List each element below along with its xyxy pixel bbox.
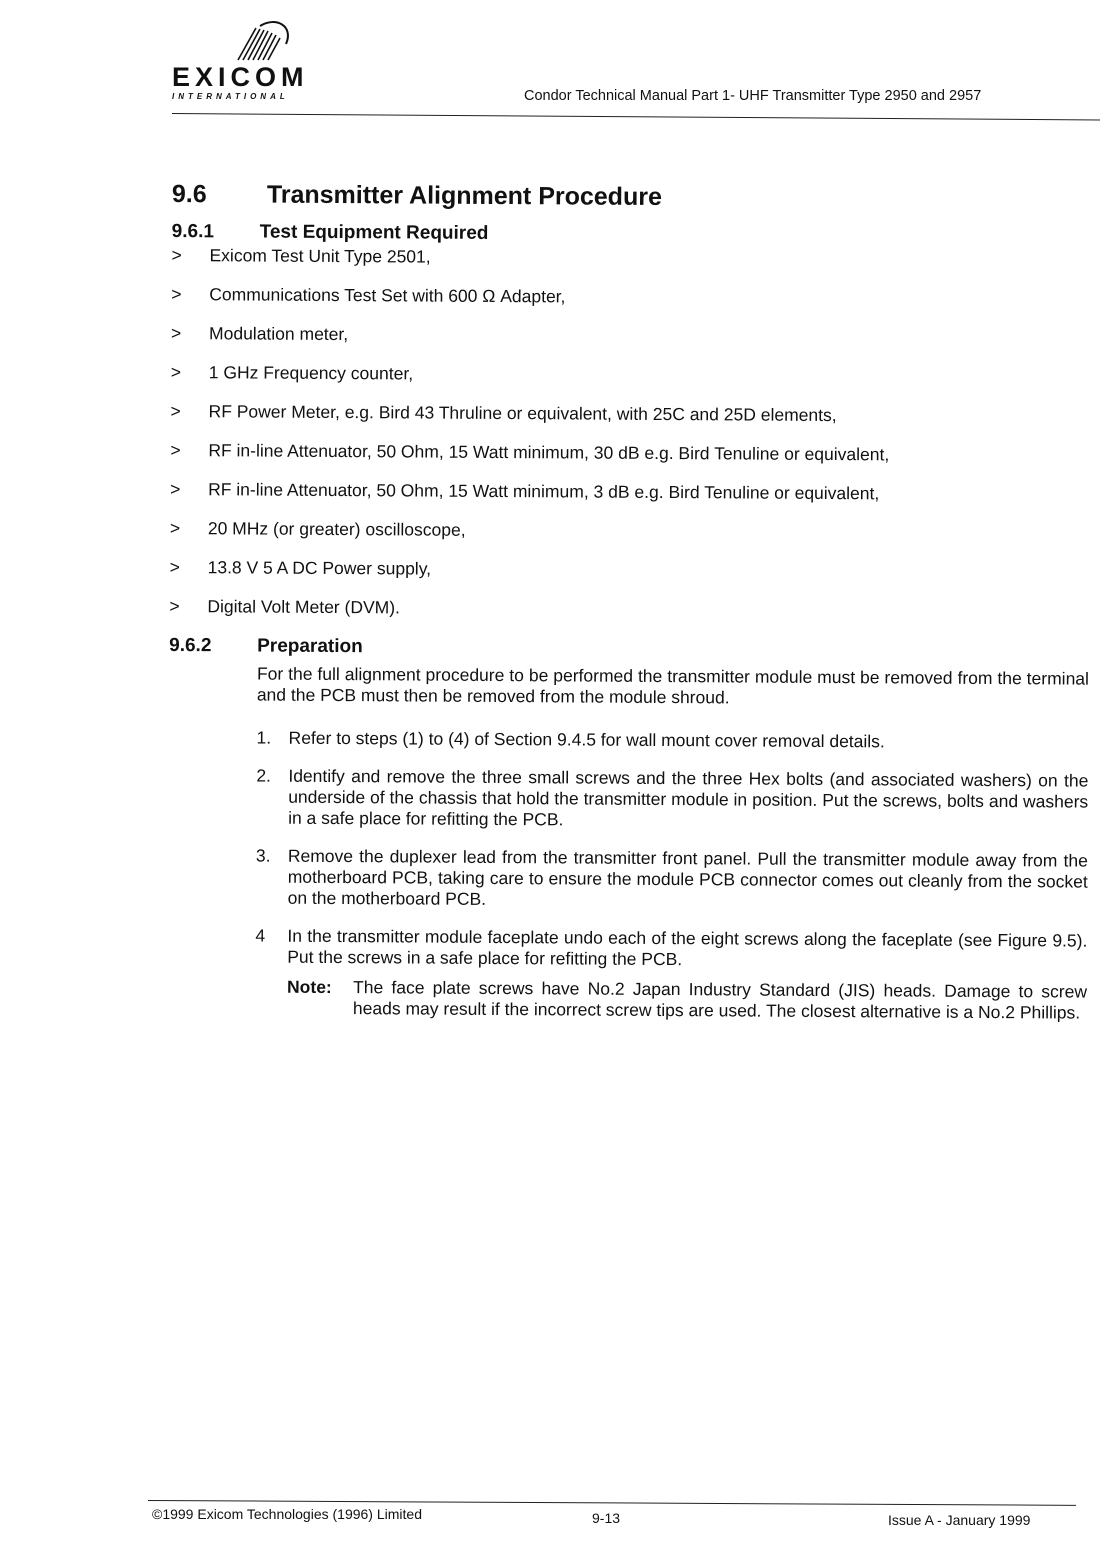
subsection-heading-preparation [169,635,1089,663]
copyright-text: ©1999 Exicom Technologies (1996) Limited [152,1506,422,1522]
list-item: > 13.8 V 5 A DC Power supply, [169,556,432,579]
issue-text: Issue A - January 1999 [888,1512,1031,1528]
bullet-marker: > [169,556,180,578]
footer-divider [148,1500,1076,1506]
step-item: 2. Identify and remove the three small screws and the three Hex bolts (and associated washers) on the underside of the chassis that hold the transmitter module in position. Put the screws, bolts and washers in a safe place for refitting the PCB. [256,765,1089,830]
step-item: 1. Refer to steps (1) to (4) of Section 9.4.5 for wall mount cover removal details. [256,727,885,752]
logo-subtitle: INTERNATIONAL [172,92,289,101]
bullet-marker: > [170,361,182,383]
list-item: > RF in-line Attenuator, 50 Ohm, 15 Watt minimum, 3 dB e.g. Bird Tenuline or equivalent, [170,478,880,504]
step-number: 1. [256,727,272,748]
bullet-marker: > [171,283,182,305]
page-number: 9-13 [592,1510,621,1526]
equipment-list [169,245,1091,623]
bullet-marker: > [170,478,181,500]
preparation-intro: For the full alignment procedure to be performed the transmitter module must be removed from the terminal and the PCB must then be removed from the module shroud. [256,663,1090,708]
list-item: > 20 MHz (or greater) oscilloscope, [169,517,466,540]
logo-text: EXICOM [172,62,309,92]
section-heading [172,180,1092,215]
page-content [167,180,1092,1024]
bullet-marker: > [171,322,182,344]
bullet-marker: > [170,400,181,422]
bullet-marker: > [170,439,181,461]
step-number: 3. [255,845,271,866]
header-divider [172,113,1100,120]
list-item: > RF in-line Attenuator, 50 Ohm, 15 Watt minimum, 30 dB e.g. Bird Tenuline or equivalent, [170,439,890,465]
list-item: > Communications Test Set with 600 Ω Adapter, [171,283,566,307]
subsection-heading-equipment [172,221,1092,249]
note-label: Note: [287,976,332,997]
subsection-title: Test Equipment Required [259,221,489,244]
bullet-marker: > [169,517,181,539]
step-item: 4 In the transmitter module faceplate undo each of the eight screws along the faceplate (see Figure 9.5). Put the screws in a safe place for refitting the PCB. [255,925,1088,970]
section-number: 9.6 [171,180,207,209]
bullet-marker: > [171,244,182,266]
page-footer [148,1500,1076,1540]
subsection-number: 9.6.1 [171,220,215,243]
preparation-steps [255,728,1088,973]
subsection-number: 9.6.2 [169,634,212,657]
section-title: Transmitter Alignment Procedure [266,180,662,211]
note-text: The face plate screws have No.2 Japan Industry Standard (JIS) heads. Damage to screw heads may result if the incorrect screw tips are used. The closest alternative is a No.2 Phillips. [352,977,1088,1023]
step-item: 3. Remove the duplexer lead from the transmitter front panel. Pull the transmitter module away from the motherboard PCB, taking care to ensure the module PCB connector comes out cleanly from the socket on the motherboard PCB. [255,845,1088,909]
exicom-logo-icon [230,20,300,62]
note-block [287,977,1087,1024]
page-header [172,20,1100,122]
subsection-title: Preparation [257,635,363,658]
list-item: > RF Power Meter, e.g. Bird 43 Thruline or equivalent, with 25C and 25D elements, [170,400,837,426]
list-item: > 1 GHz Frequency counter, [170,361,414,384]
step-number: 2. [256,765,272,786]
manual-title: Condor Technical Manual Part 1- UHF Transmitter Type 2950 and 2957 [524,88,982,104]
list-item: > Modulation meter, [171,322,349,345]
bullet-marker: > [169,595,180,617]
list-item: > Exicom Test Unit Type 2501, [171,244,431,267]
list-item: > Digital Volt Meter (DVM). [169,595,401,618]
step-number: 4 [255,925,266,946]
